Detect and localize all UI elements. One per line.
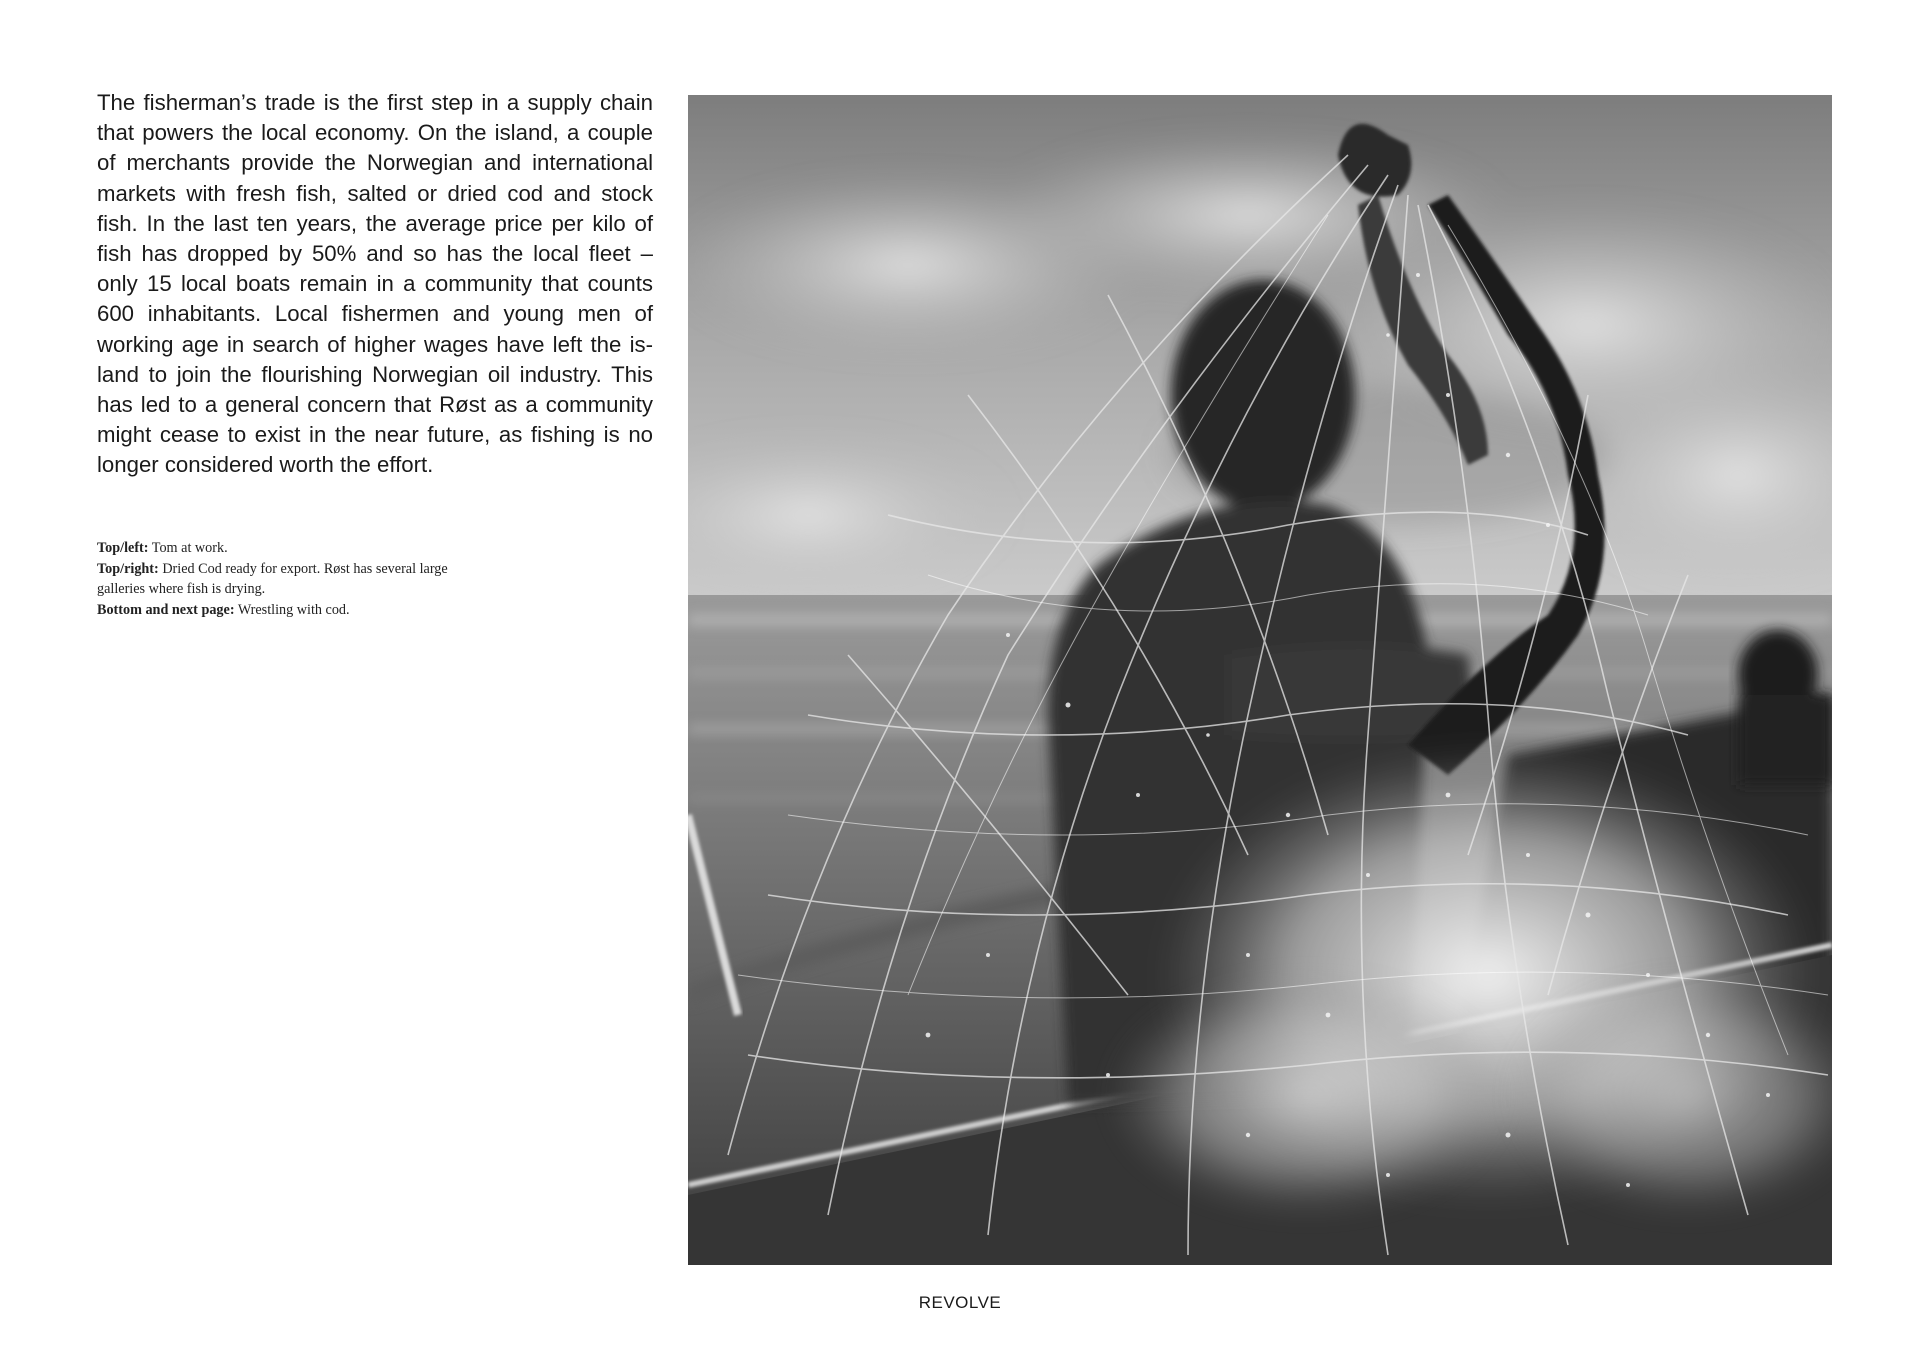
caption-text: Dried Cod ready for export. Røst has several large galleries where fish is drying. — [97, 560, 448, 598]
photo-captions — [97, 538, 497, 620]
magazine-footer-name: REVOLVE — [918, 1293, 1002, 1312]
caption-label: Bottom and next page: — [97, 601, 235, 618]
fisherman-photo — [688, 95, 1832, 1265]
caption-text: Tom at work. — [148, 540, 228, 556]
caption-text: Wrestling with cod. — [234, 601, 350, 618]
caption-label: Top/left: — [97, 540, 149, 556]
article-body-text: The fisherman’s trade is the first step in a supply chain that powers the local economy. On the island, a couple of merchants provide the Norwegian and international markets with fresh fish, salted or dried cod and stock fish. In the last ten years, the average price per kilo of fish has dropped by 50% and so has the local fleet – only 15 local boats remain in a community that counts 600 inhabitants. Local fishermen and young men of working age in search of higher wages have left the island to join the flourishing Norwegian oil industry. This has led to a general concern that Røst as a community might cease to exist in the near future, as fishing is no longer considered worth the effort. — [97, 90, 653, 478]
caption-bottom — [97, 600, 497, 621]
caption-label: Top/right: — [97, 560, 159, 577]
caption-top-left — [97, 538, 497, 559]
caption-top-right — [97, 559, 497, 600]
